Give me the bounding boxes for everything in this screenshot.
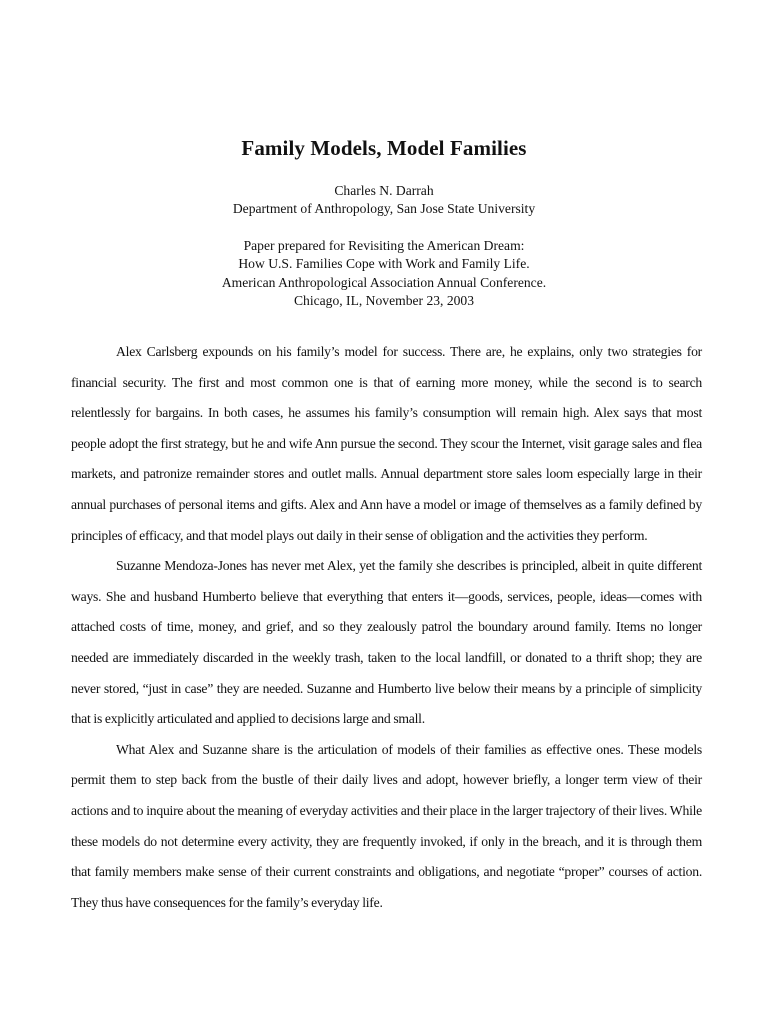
venue-line: Chicago, IL, November 23, 2003 [293,292,475,308]
venue-line: Paper prepared for Revisiting the American Dream: [243,238,525,253]
author-affiliation: Department of Anthropology, San Jose State University [232,201,536,217]
body-paragraph: Alex Carlsberg expounds on his family’s model for success. There are, he explains, only two strategies for financial security. The first and most common one is that of earning more money, while the second is to search relentlessly for bargains. In both cases, he assumes his family’s consumption will remain high. Alex says that most people adopt the first strategy, but he and wife Ann pursue the second. They scour the Internet, visit garage sales and flea markets, and patronize remainder stores and outlet malls. Annual department store sales loom especially large in their annual purchases of personal items and gifts. Alex and Ann have a model or image of themselves as a family defined by principles of efficacy, and that model plays out daily in their sense of obligation and the activities they perform. [71,344,702,543]
author-block [0,182,768,219]
venue-line: American Anthropological Association Annual Conference. [221,274,547,290]
body-paragraph: Suzanne Mendoza-Jones has never met Alex, yet the family she describes is principled, albeit in quite different ways. She and husband Humberto believe that everything that enters it—goods, services, people, ideas—comes with attached costs of time, money, and grief, and so they zealously patrol the boundary around family. Items no longer needed are immediately discarded in the weekly trash, taken to the local landfill, or donated to a thrift shop; they are never stored, “just in case” they are needed. Suzanne and Humberto live below their means by a principle of simplicity that is explicitly articulated and applied to decisions large and small. [71,558,702,727]
body-text [71,337,702,918]
body-paragraph: What Alex and Suzanne share is the articulation of models of their families as effective ones. These models permit them to step back from the bustle of their daily lives and adopt, however briefly, a longer term view of their actions and to inquire about the meaning of everyday activities and their place in the larger trajectory of their lives. While these models do not determine every activity, they are frequently invoked, if only in the breach, and it is through them that family members make sense of their current constraints and obligations, and negotiate “proper” courses of action. They thus have consequences for the family’s everyday life. [71,741,702,910]
venue-block [0,237,768,310]
venue-line: How U.S. Families Cope with Work and Family Life. [238,256,530,272]
paper-title: Family Models, Model Families [241,136,527,160]
author-name: Charles N. Darrah [334,183,434,198]
